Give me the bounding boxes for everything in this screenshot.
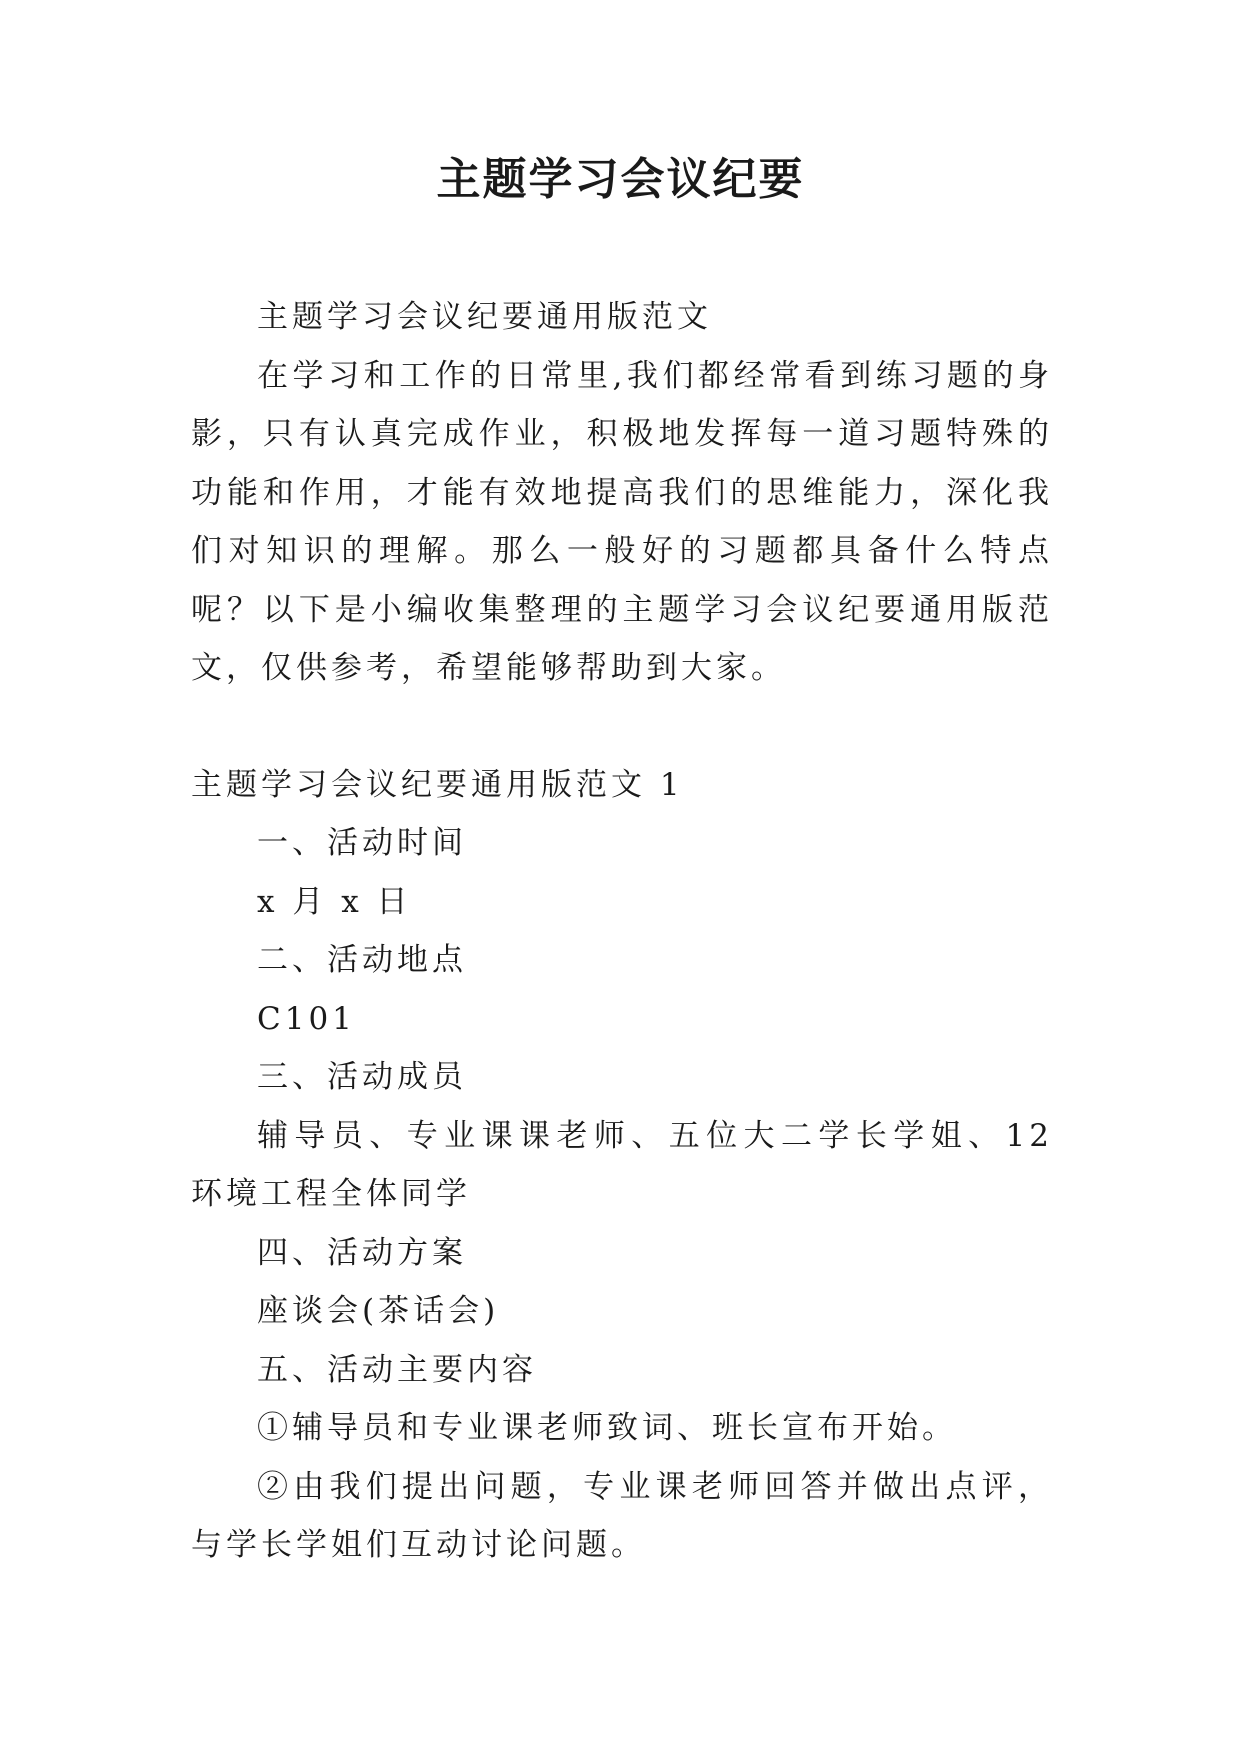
item-heading-time: 一、活动时间	[257, 825, 467, 861]
document-title: 主题学习会议纪要	[436, 154, 805, 205]
item-location-value: C101	[257, 1000, 356, 1037]
document-body	[191, 288, 1053, 1575]
section-heading: 主题学习会议纪要通用版范文 1	[191, 766, 684, 803]
item-members-value: 辅导员、专业课课老师、五位大二学长学姐、12 环境工程全体同学	[191, 1117, 1053, 1212]
item-heading-plan: 四、活动方案	[257, 1234, 467, 1271]
item-plan-value: 座谈会(茶话会)	[257, 1293, 500, 1329]
item-heading-location: 二、活动地点	[257, 942, 467, 978]
item-heading-members: 三、活动成员	[257, 1059, 467, 1095]
subtitle-paragraph: 主题学习会议纪要通用版范文	[257, 299, 712, 335]
item-heading-content: 五、活动主要内容	[257, 1351, 537, 1388]
item-content-step-2: ②由我们提出问题，专业课老师回答并做出点评，与学长学姐们互动讨论问题。	[191, 1468, 1053, 1563]
intro-paragraph: 在学习和工作的日常里,我们都经常看到练习题的身影，只有认真完成作业，积极地发挥每一道习题特殊的功能和作用，才能有效地提高我们的思维能力，深化我们对知识的理解。那么一般好的习题都具备什么特点呢？以下是小编收集整理的主题学习会议纪要通用版范文，仅供参考，希望能够帮助到大家。	[191, 357, 1053, 686]
item-time-value: x 月 x 日	[257, 883, 412, 920]
item-content-step-1: ①辅导员和专业课老师致词、班长宣布开始。	[257, 1410, 957, 1446]
